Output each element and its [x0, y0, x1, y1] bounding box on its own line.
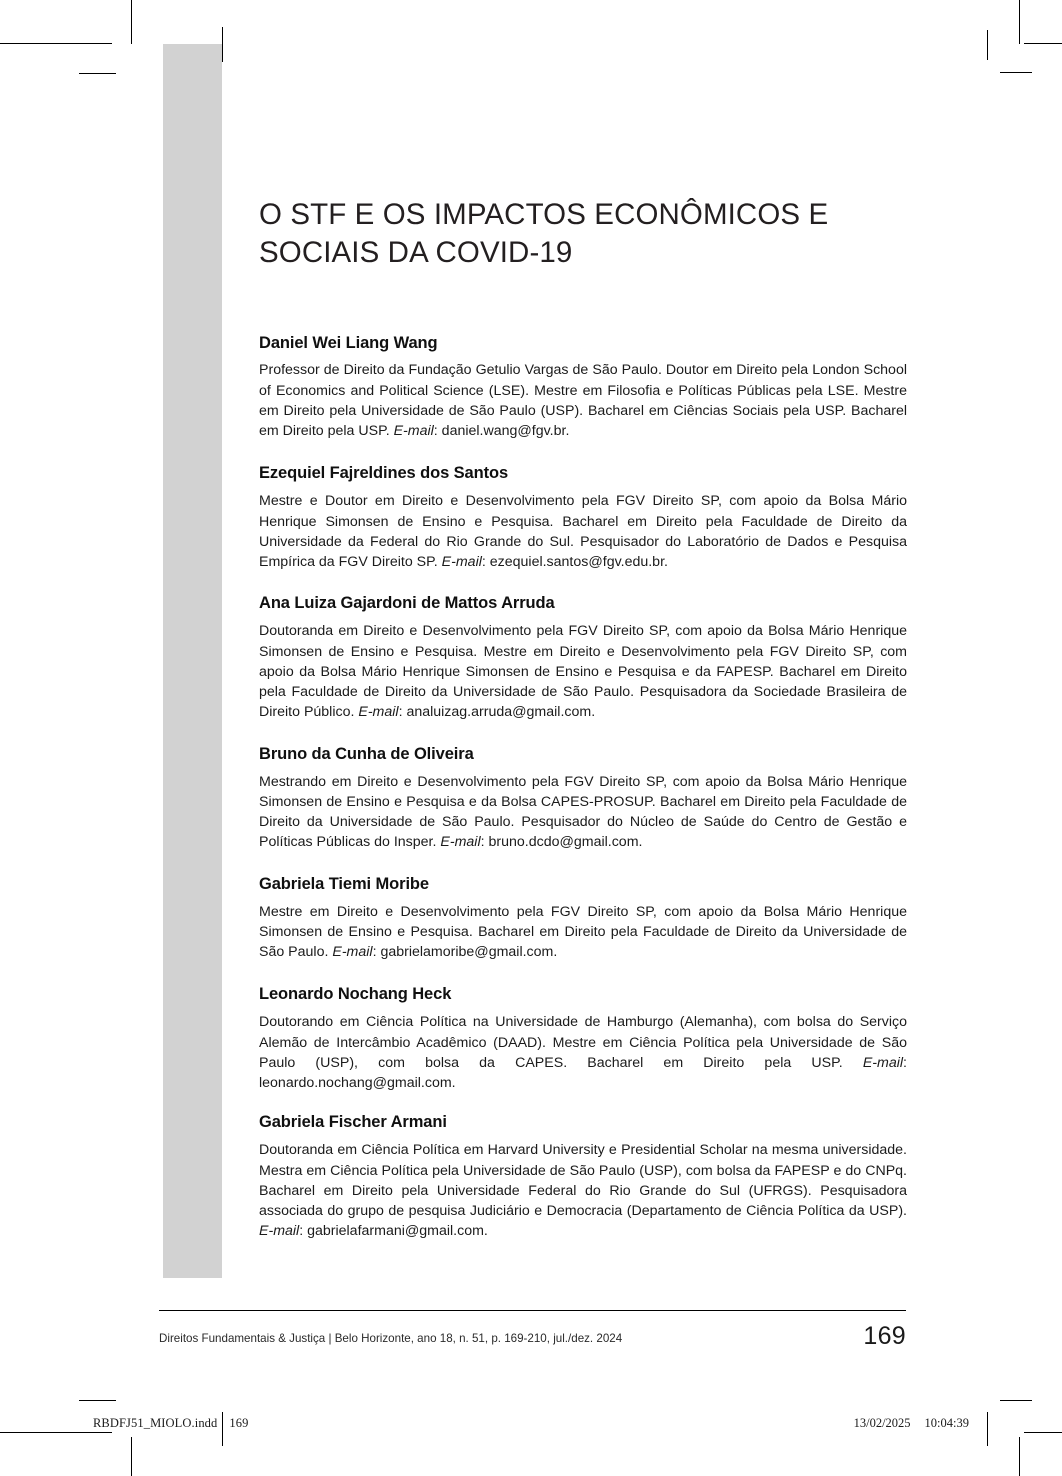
author-entry — [259, 875, 907, 963]
article-title-line-1: O STF E OS IMPACTOS ECONÔMICOS E — [259, 198, 829, 231]
print-slug-line — [93, 1416, 969, 1431]
author-email: : bruno.dcdo@gmail.com. — [480, 834, 643, 851]
crop-mark-bottom-left-horizontal — [0, 1432, 112, 1433]
author-name: Gabriela Tiemi Moribe — [259, 874, 429, 893]
author-name: Leonardo Nochang Heck — [259, 985, 452, 1004]
crop-mark-bottom-right-vertical — [1019, 1437, 1020, 1476]
page-edge-thumb-bar — [163, 44, 222, 1278]
author-bio — [259, 1140, 907, 1241]
author-entry — [259, 745, 907, 853]
author-name: Gabriela Fischer Armani — [259, 1113, 447, 1132]
author-email: : gabrielamoribe@gmail.com. — [372, 944, 558, 961]
slug-filename: RBDFJ51_MIOLO.indd — [93, 1416, 218, 1430]
author-bio-text: Doutoranda em Ciência Política em Harvard University e Presidential Scholar na mesma universidade. Mestra em Ciência Política pela Universidade de São Paulo (USP), com bolsa da FAPESP e do CNPq. Bacharel em Direito pela Universidade Federal do Rio Grande do Sul (UFRGS). Pesquisadora associada do grupo de pesquisa Judiciário e Democracia (Departamento de Ciência Política da USP). — [259, 1142, 907, 1220]
page-title — [259, 196, 907, 272]
email-label: E-mail — [862, 1054, 904, 1071]
author-entry — [259, 464, 907, 572]
article-front-matter — [259, 196, 907, 1242]
email-label: E-mail — [332, 944, 373, 961]
author-entry — [259, 334, 907, 442]
email-label: E-mail — [441, 554, 482, 571]
author-name: Bruno da Cunha de Oliveira — [259, 744, 474, 763]
author-name: Daniel Wei Liang Wang — [259, 333, 438, 352]
author-entry — [259, 1113, 907, 1241]
author-email: : ezequiel.santos@fgv.edu.br. — [481, 554, 668, 571]
crop-mark-top-left-inner-horizontal — [79, 73, 116, 74]
author-name: Ana Luiza Gajardoni de Mattos Arruda — [259, 594, 555, 613]
author-bio-text: Doutoranda em Direito e Desenvolvimento pela FGV Direito SP, com apoio da Bolsa Mário Henrique Simonsen de Ensino e Pesquisa. Mestre em Direito e Desenvolvimento pela FGV Direito SP, com apoio da Bolsa Mário Henrique Simonsen de Ensino e Pesquisa e da FAPESP. Bacharel em Direito pela Faculdade de Direito da Universidade de São Paulo. Pesquisadora da Sociedade Brasileira de Direito Público. — [259, 623, 907, 721]
email-label: E-mail — [358, 704, 399, 721]
crop-mark-bottom-right-horizontal — [1024, 1432, 1062, 1433]
crop-mark-top-right-inner-horizontal — [1000, 72, 1032, 73]
crop-mark-bottom-left-inner-horizontal — [79, 1400, 116, 1401]
author-email: : daniel.wang@fgv.br. — [433, 423, 570, 440]
author-email: : gabrielafarmani@gmail.com. — [299, 1223, 488, 1240]
crop-mark-top-right-horizontal — [1024, 43, 1062, 44]
crop-mark-bottom-left-vertical — [131, 1437, 132, 1476]
page-footer — [159, 1310, 906, 1349]
email-label: E-mail — [440, 834, 481, 851]
slug-filename-group — [93, 1416, 248, 1431]
article-title-line-2: SOCIAIS DA COVID-19 — [259, 235, 573, 269]
author-email: : leonardo.nochang@gmail.com. — [259, 1054, 907, 1092]
crop-mark-top-right-inner-vertical — [987, 30, 988, 60]
author-bio-text: Doutorando em Ciência Política na Universidade de Hamburgo (Alemanha), com bolsa do Serviço Alemão de Intercâmbio Acadêmico (DAAD). Mestre em Ciência Política pela Universidade de São Paulo (USP), com bolsa da CAPES. Bacharel em Direito pela USP. — [259, 1014, 907, 1071]
author-bio — [259, 1012, 907, 1093]
author-bio — [259, 491, 907, 572]
footer-row — [159, 1324, 906, 1349]
author-bio — [259, 772, 907, 853]
author-name: Ezequiel Fajreldines dos Santos — [259, 464, 509, 483]
author-bio — [259, 621, 907, 722]
author-bio-text: Mestrando em Direito e Desenvolvimento pela FGV Direito SP, com apoio da Bolsa Mário Henrique Simonsen de Ensino e Pesquisa e da Bolsa CAPES-PROSUP. Bacharel em Direito pela Faculdade de Direito da Universidade de São Paulo. Pesquisador do Núcleo de Saúde do Centro de Gestão e Políticas Públicas do Insper. — [259, 773, 907, 851]
crop-mark-bottom-right-inner-horizontal — [1000, 1400, 1032, 1401]
author-email: : analuizag.arruda@gmail.com. — [398, 704, 596, 721]
author-bio-text: Professor de Direito da Fundação Getulio Vargas de São Paulo. Doutor em Direito pela London School of Economics and Political Science (LSE). Mestre em Filosofia e Políticas Públicas pela LSE. Mestre em Direito pela Universidade de São Paulo (USP). Bacharel em Ciências Sociais pela USP. Bacharel em Direito pela USP. — [259, 362, 907, 440]
slug-time: 10:04:39 — [924, 1416, 969, 1430]
author-entry — [259, 985, 907, 1093]
crop-mark-top-right-vertical — [1019, 0, 1020, 44]
slug-date: 13/02/2025 — [853, 1416, 911, 1430]
crop-mark-top-left-vertical — [131, 0, 132, 44]
email-label: E-mail — [393, 423, 434, 440]
slug-page-number: 169 — [229, 1416, 249, 1430]
footer-divider — [159, 1310, 906, 1311]
slug-timestamp-group — [854, 1416, 969, 1431]
author-bio-text: Mestre e Doutor em Direito e Desenvolvimento pela FGV Direito SP, com apoio da Bolsa Mário Henrique Simonsen de Ensino e Pesquisa. Bacharel em Direito pela Faculdade de Direito da Universidade da Federal do Rio Grande do Sul. Pesquisador do Laboratório de Dados e Pesquisa Empírica da FGV Direito SP. — [259, 493, 907, 571]
author-bio-text: Mestre em Direito e Desenvolvimento pela FGV Direito SP, com apoio da Bolsa Mário Henrique Simonsen de Ensino e Pesquisa. Bacharel em Direito pela Faculdade de Direito da Universidade de São Paulo. — [259, 903, 907, 961]
crop-mark-bottom-right-inner-vertical — [987, 1412, 988, 1446]
page-number: 169 — [863, 1322, 906, 1350]
author-bio — [259, 902, 907, 963]
author-entry — [259, 594, 907, 722]
crop-mark-top-left-inner-vertical — [222, 27, 223, 62]
crop-mark-top-left-horizontal — [0, 43, 112, 44]
journal-citation: Direitos Fundamentais & Justiça | Belo Horizonte, ano 18, n. 51, p. 169-210, jul./dez. 2024 — [159, 1332, 623, 1346]
author-bio — [259, 360, 907, 441]
email-label: E-mail — [259, 1223, 300, 1240]
